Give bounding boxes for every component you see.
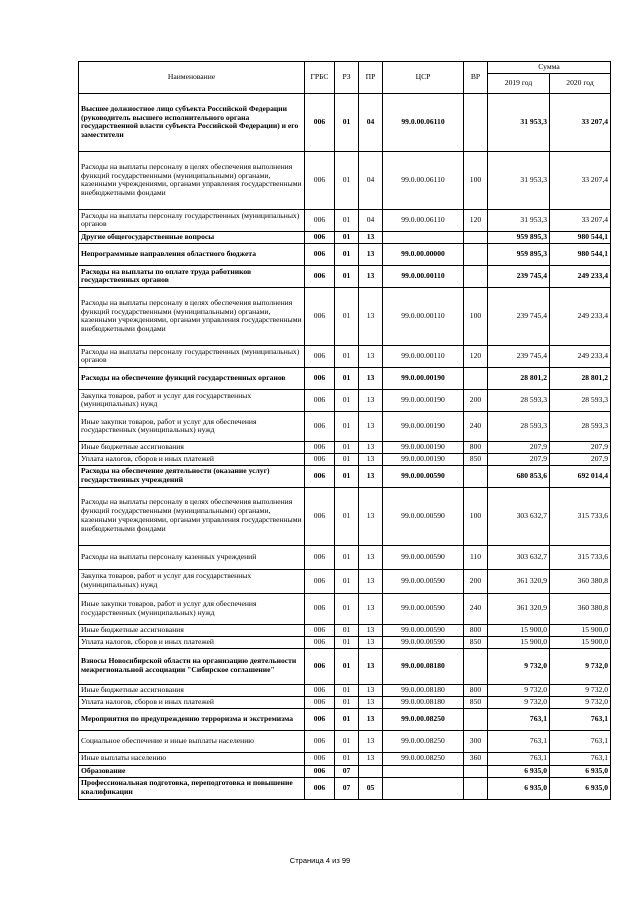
cell-vr: [464, 265, 488, 287]
cell-name: Уплата налогов, сборов и иных платежей: [79, 636, 305, 648]
cell-grbs: 006: [305, 730, 335, 752]
cell-vr: 200: [464, 569, 488, 593]
table-header: [79, 62, 611, 94]
table-row: [79, 389, 611, 411]
cell-grbs: 006: [305, 465, 335, 487]
cell-grbs: 006: [305, 624, 335, 636]
cell-csr: 99.0.00.08250: [383, 752, 464, 765]
cell-vr: 120: [464, 345, 488, 367]
cell-grbs: 006: [305, 389, 335, 411]
cell-rz: 01: [335, 453, 359, 465]
cell-rz: 07: [335, 765, 359, 777]
cell-rz: 01: [335, 730, 359, 752]
cell-csr: 99.0.00.00190: [383, 389, 464, 411]
cell-name: Социальное обеспечение и иные выплаты населению: [79, 730, 305, 752]
cell-rz: 01: [335, 636, 359, 648]
cell-rz: 01: [335, 345, 359, 367]
cell-rz: 01: [335, 569, 359, 593]
cell-grbs: 006: [305, 243, 335, 265]
header-rz: РЗ: [335, 62, 359, 94]
cell-rz: 01: [335, 752, 359, 765]
cell-sum-2019: 28 801,2: [488, 367, 550, 389]
header-csr: ЦСР: [383, 62, 464, 94]
cell-vr: 800: [464, 441, 488, 453]
table-row: [79, 777, 611, 799]
table-row: [79, 593, 611, 624]
cell-vr: [464, 708, 488, 730]
cell-rz: 01: [335, 624, 359, 636]
cell-vr: [464, 243, 488, 265]
cell-sum-2019: 28 593,3: [488, 389, 550, 411]
cell-sum-2019: 207,9: [488, 441, 550, 453]
cell-vr: 100: [464, 487, 488, 545]
cell-name: Закупка товаров, работ и услуг для государственных (муниципальных) нужд: [79, 569, 305, 593]
budget-table: [78, 61, 611, 800]
cell-grbs: 006: [305, 367, 335, 389]
cell-vr: [464, 367, 488, 389]
cell-vr: 240: [464, 593, 488, 624]
cell-sum-2019: 31 953,3: [488, 209, 550, 231]
cell-name: Расходы на выплаты персоналу казенных учреждений: [79, 545, 305, 569]
cell-sum-2020: 763,1: [550, 752, 611, 765]
cell-sum-2020: 28 593,3: [550, 411, 611, 441]
cell-rz: 01: [335, 545, 359, 569]
cell-vr: 120: [464, 209, 488, 231]
cell-pr: 04: [359, 93, 383, 151]
cell-grbs: 006: [305, 765, 335, 777]
cell-pr: 13: [359, 752, 383, 765]
table-row: [79, 487, 611, 545]
header-sum: Сумма: [488, 62, 611, 74]
cell-pr: 13: [359, 411, 383, 441]
cell-vr: 850: [464, 453, 488, 465]
cell-vr: 100: [464, 287, 488, 345]
table-row: [79, 93, 611, 151]
cell-grbs: 006: [305, 636, 335, 648]
cell-sum-2019: 207,9: [488, 453, 550, 465]
cell-sum-2020: 15 900,0: [550, 624, 611, 636]
header-year-2020: 2020 год: [550, 73, 611, 93]
cell-name: Иные закупки товаров, работ и услуг для обеспечения государственных (муниципальных) нужд: [79, 593, 305, 624]
cell-name: Закупка товаров, работ и услуг для государственных (муниципальных) нужд: [79, 389, 305, 411]
cell-pr: 13: [359, 545, 383, 569]
cell-sum-2019: 15 900,0: [488, 624, 550, 636]
cell-rz: 01: [335, 231, 359, 243]
cell-grbs: 006: [305, 752, 335, 765]
cell-grbs: 006: [305, 287, 335, 345]
cell-sum-2019: 31 953,3: [488, 151, 550, 209]
cell-csr: 99.0.00.00190: [383, 441, 464, 453]
header-vr: ВР: [464, 62, 488, 94]
cell-sum-2019: 6 935,0: [488, 777, 550, 799]
cell-pr: 05: [359, 777, 383, 799]
header-pr: ПР: [359, 62, 383, 94]
cell-sum-2020: 207,9: [550, 453, 611, 465]
cell-sum-2020: 33 207,4: [550, 151, 611, 209]
cell-sum-2020: 207,9: [550, 441, 611, 453]
cell-csr: 99.0.00.08250: [383, 708, 464, 730]
cell-vr: 240: [464, 411, 488, 441]
table-row: [79, 209, 611, 231]
cell-pr: 04: [359, 151, 383, 209]
cell-csr: 99.0.00.06110: [383, 151, 464, 209]
cell-pr: 13: [359, 287, 383, 345]
cell-sum-2019: 680 853,6: [488, 465, 550, 487]
cell-csr: [383, 231, 464, 243]
cell-sum-2019: 31 953,3: [488, 93, 550, 151]
cell-pr: 13: [359, 636, 383, 648]
table-row: [79, 765, 611, 777]
cell-csr: 99.0.00.08180: [383, 696, 464, 708]
cell-rz: 01: [335, 243, 359, 265]
cell-name: Расходы на выплаты персоналу государственных (муниципальных) органов: [79, 345, 305, 367]
table-row: [79, 441, 611, 453]
cell-rz: 01: [335, 151, 359, 209]
cell-name: Иные выплаты населению: [79, 752, 305, 765]
cell-grbs: 006: [305, 545, 335, 569]
cell-grbs: 006: [305, 265, 335, 287]
header-name: Наименование: [79, 62, 305, 94]
table-row: [79, 453, 611, 465]
cell-pr: [359, 765, 383, 777]
cell-sum-2020: 9 732,0: [550, 648, 611, 684]
table-row: [79, 545, 611, 569]
cell-csr: 99.0.00.00590: [383, 487, 464, 545]
cell-csr: 99.0.00.00590: [383, 593, 464, 624]
cell-sum-2020: 33 207,4: [550, 93, 611, 151]
cell-grbs: 006: [305, 411, 335, 441]
cell-rz: 01: [335, 708, 359, 730]
cell-grbs: 006: [305, 231, 335, 243]
cell-sum-2019: 303 632,7: [488, 487, 550, 545]
cell-name: Расходы на выплаты персоналу в целях обеспечения выполнения функций государственными (муниципальными) органами, казенными учреждениями, органами управления государственными внебюджетными фондами: [79, 487, 305, 545]
cell-rz: 07: [335, 777, 359, 799]
cell-sum-2019: 763,1: [488, 730, 550, 752]
cell-rz: 01: [335, 209, 359, 231]
cell-vr: 110: [464, 545, 488, 569]
cell-pr: 13: [359, 696, 383, 708]
cell-name: Иные бюджетные ассигнования: [79, 441, 305, 453]
cell-csr: 99.0.00.00190: [383, 367, 464, 389]
cell-sum-2019: 959 895,3: [488, 243, 550, 265]
cell-pr: 13: [359, 708, 383, 730]
cell-csr: 99.0.00.00000: [383, 243, 464, 265]
table-row: [79, 231, 611, 243]
cell-name: Другие общегосударственные вопросы: [79, 231, 305, 243]
cell-sum-2020: 249 233,4: [550, 265, 611, 287]
cell-pr: 13: [359, 569, 383, 593]
cell-rz: 01: [335, 367, 359, 389]
cell-rz: 01: [335, 487, 359, 545]
table-row: [79, 265, 611, 287]
table-row: [79, 684, 611, 696]
cell-grbs: 006: [305, 151, 335, 209]
cell-rz: 01: [335, 696, 359, 708]
cell-vr: 850: [464, 636, 488, 648]
cell-pr: 13: [359, 243, 383, 265]
cell-sum-2020: 980 544,1: [550, 231, 611, 243]
cell-csr: 99.0.00.00590: [383, 624, 464, 636]
cell-sum-2019: 361 320,9: [488, 569, 550, 593]
cell-sum-2020: 28 801,2: [550, 367, 611, 389]
cell-csr: 99.0.00.00190: [383, 453, 464, 465]
cell-vr: 800: [464, 684, 488, 696]
table-row: [79, 345, 611, 367]
cell-name: Взносы Новосибирской области на организацию деятельности межрегиональной ассоциации "Сибирское соглашение": [79, 648, 305, 684]
cell-sum-2019: 763,1: [488, 752, 550, 765]
table-row: [79, 367, 611, 389]
cell-sum-2020: 980 544,1: [550, 243, 611, 265]
cell-pr: 13: [359, 441, 383, 453]
table-row: [79, 624, 611, 636]
cell-rz: 01: [335, 465, 359, 487]
cell-sum-2020: 315 733,6: [550, 545, 611, 569]
cell-name: Расходы на обеспечение функций государственных органов: [79, 367, 305, 389]
cell-sum-2019: 763,1: [488, 708, 550, 730]
cell-pr: 13: [359, 465, 383, 487]
cell-csr: [383, 777, 464, 799]
cell-sum-2020: 6 935,0: [550, 777, 611, 799]
cell-sum-2020: 315 733,6: [550, 487, 611, 545]
cell-rz: 01: [335, 389, 359, 411]
cell-sum-2019: 28 593,3: [488, 411, 550, 441]
cell-pr: 13: [359, 648, 383, 684]
cell-sum-2019: 239 745,4: [488, 265, 550, 287]
cell-sum-2019: 239 745,4: [488, 287, 550, 345]
cell-rz: 01: [335, 593, 359, 624]
cell-grbs: 006: [305, 345, 335, 367]
cell-name: Иные закупки товаров, работ и услуг для обеспечения государственных (муниципальных) нужд: [79, 411, 305, 441]
cell-pr: 13: [359, 367, 383, 389]
cell-sum-2020: 6 935,0: [550, 765, 611, 777]
cell-pr: 13: [359, 453, 383, 465]
cell-pr: 13: [359, 389, 383, 411]
cell-name: Непрограммные направления областного бюджета: [79, 243, 305, 265]
cell-pr: 13: [359, 487, 383, 545]
cell-csr: 99.0.00.08180: [383, 648, 464, 684]
cell-sum-2020: 692 014,4: [550, 465, 611, 487]
cell-vr: [464, 777, 488, 799]
cell-csr: 99.0.00.00190: [383, 411, 464, 441]
cell-sum-2020: 763,1: [550, 730, 611, 752]
cell-sum-2020: 249 233,4: [550, 345, 611, 367]
cell-sum-2020: 763,1: [550, 708, 611, 730]
cell-grbs: 006: [305, 696, 335, 708]
cell-sum-2020: 249 233,4: [550, 287, 611, 345]
table-row: [79, 287, 611, 345]
table-body: [79, 93, 611, 799]
table-row: [79, 636, 611, 648]
cell-grbs: 006: [305, 708, 335, 730]
cell-sum-2019: 6 935,0: [488, 765, 550, 777]
cell-sum-2019: 9 732,0: [488, 684, 550, 696]
cell-name: Профессиональная подготовка, переподготовка и повышение квалификации: [79, 777, 305, 799]
cell-name: Иные бюджетные ассигнования: [79, 624, 305, 636]
cell-rz: 01: [335, 265, 359, 287]
table-row: [79, 569, 611, 593]
cell-sum-2019: 239 745,4: [488, 345, 550, 367]
cell-name: Мероприятия по предупреждению терроризма и экстремизма: [79, 708, 305, 730]
cell-csr: 99.0.00.00110: [383, 287, 464, 345]
cell-vr: 200: [464, 389, 488, 411]
cell-sum-2020: 9 732,0: [550, 684, 611, 696]
cell-grbs: 006: [305, 569, 335, 593]
cell-csr: 99.0.00.00110: [383, 265, 464, 287]
cell-rz: 01: [335, 93, 359, 151]
cell-grbs: 006: [305, 593, 335, 624]
cell-csr: 99.0.00.00590: [383, 569, 464, 593]
cell-vr: 360: [464, 752, 488, 765]
cell-pr: 13: [359, 265, 383, 287]
cell-name: Высшее должностное лицо субъекта Российской Федерации (руководитель высшего исполнительного органа государственной власти субъекта Российской Федерации) и его заместители: [79, 93, 305, 151]
cell-csr: [383, 765, 464, 777]
cell-grbs: 006: [305, 648, 335, 684]
table-row: [79, 465, 611, 487]
cell-rz: 01: [335, 441, 359, 453]
cell-vr: 100: [464, 151, 488, 209]
cell-sum-2019: 15 900,0: [488, 636, 550, 648]
cell-csr: 99.0.00.08180: [383, 684, 464, 696]
cell-pr: 13: [359, 730, 383, 752]
cell-csr: 99.0.00.00590: [383, 636, 464, 648]
page-number: Страница 4 из 99: [289, 856, 351, 865]
cell-vr: [464, 93, 488, 151]
table-row: [79, 752, 611, 765]
cell-vr: 800: [464, 624, 488, 636]
cell-vr: [464, 231, 488, 243]
cell-sum-2019: 959 895,3: [488, 231, 550, 243]
cell-vr: 300: [464, 730, 488, 752]
cell-pr: 13: [359, 345, 383, 367]
cell-csr: 99.0.00.00590: [383, 465, 464, 487]
cell-rz: 01: [335, 648, 359, 684]
cell-name: Расходы на обеспечение деятельности (оказание услуг) государственных учреждений: [79, 465, 305, 487]
cell-rz: 01: [335, 287, 359, 345]
cell-vr: 850: [464, 696, 488, 708]
cell-sum-2020: 15 900,0: [550, 636, 611, 648]
cell-grbs: 006: [305, 684, 335, 696]
cell-grbs: 006: [305, 441, 335, 453]
cell-sum-2020: 9 732,0: [550, 696, 611, 708]
cell-pr: 13: [359, 231, 383, 243]
table-row: [79, 151, 611, 209]
cell-csr: 99.0.00.08250: [383, 730, 464, 752]
cell-grbs: 006: [305, 93, 335, 151]
cell-rz: 01: [335, 684, 359, 696]
cell-grbs: 006: [305, 209, 335, 231]
cell-sum-2019: 361 320,9: [488, 593, 550, 624]
cell-name: Расходы на выплаты персоналу в целях обеспечения выполнения функций государственными (муниципальными) органами, казенными учреждениями, органами управления государственными внебюджетными фондами: [79, 287, 305, 345]
cell-sum-2019: 9 732,0: [488, 696, 550, 708]
cell-sum-2020: 360 380,8: [550, 593, 611, 624]
cell-rz: 01: [335, 411, 359, 441]
table-row: [79, 648, 611, 684]
cell-csr: 99.0.00.00110: [383, 345, 464, 367]
cell-name: Образование: [79, 765, 305, 777]
cell-csr: 99.0.00.00590: [383, 545, 464, 569]
table-row: [79, 243, 611, 265]
table-row: [79, 730, 611, 752]
cell-pr: 13: [359, 624, 383, 636]
cell-grbs: 006: [305, 777, 335, 799]
cell-sum-2019: 9 732,0: [488, 648, 550, 684]
table-row: [79, 708, 611, 730]
cell-name: Расходы на выплаты по оплате труда работников государственных органов: [79, 265, 305, 287]
cell-csr: 99.0.00.06110: [383, 93, 464, 151]
cell-name: Уплата налогов, сборов и иных платежей: [79, 453, 305, 465]
cell-sum-2020: 33 207,4: [550, 209, 611, 231]
cell-sum-2019: 303 632,7: [488, 545, 550, 569]
cell-name: Расходы на выплаты персоналу в целях обеспечения выполнения функций государственными (муниципальными) органами, казенными учреждениями, органами управления государственными внебюджетными фондами: [79, 151, 305, 209]
cell-sum-2020: 28 593,3: [550, 389, 611, 411]
cell-name: Расходы на выплаты персоналу государственных (муниципальных) органов: [79, 209, 305, 231]
cell-vr: [464, 765, 488, 777]
cell-name: Уплата налогов, сборов и иных платежей: [79, 696, 305, 708]
table-row: [79, 696, 611, 708]
cell-grbs: 006: [305, 487, 335, 545]
cell-csr: 99.0.00.06110: [383, 209, 464, 231]
header-grbs: ГРБС: [305, 62, 335, 94]
header-year-2019: 2019 год: [488, 73, 550, 93]
cell-pr: 13: [359, 684, 383, 696]
cell-pr: 13: [359, 593, 383, 624]
table-row: [79, 411, 611, 441]
cell-vr: [464, 648, 488, 684]
cell-sum-2020: 360 380,8: [550, 569, 611, 593]
cell-name: Иные бюджетные ассигнования: [79, 684, 305, 696]
cell-vr: [464, 465, 488, 487]
cell-grbs: 006: [305, 453, 335, 465]
cell-pr: 04: [359, 209, 383, 231]
